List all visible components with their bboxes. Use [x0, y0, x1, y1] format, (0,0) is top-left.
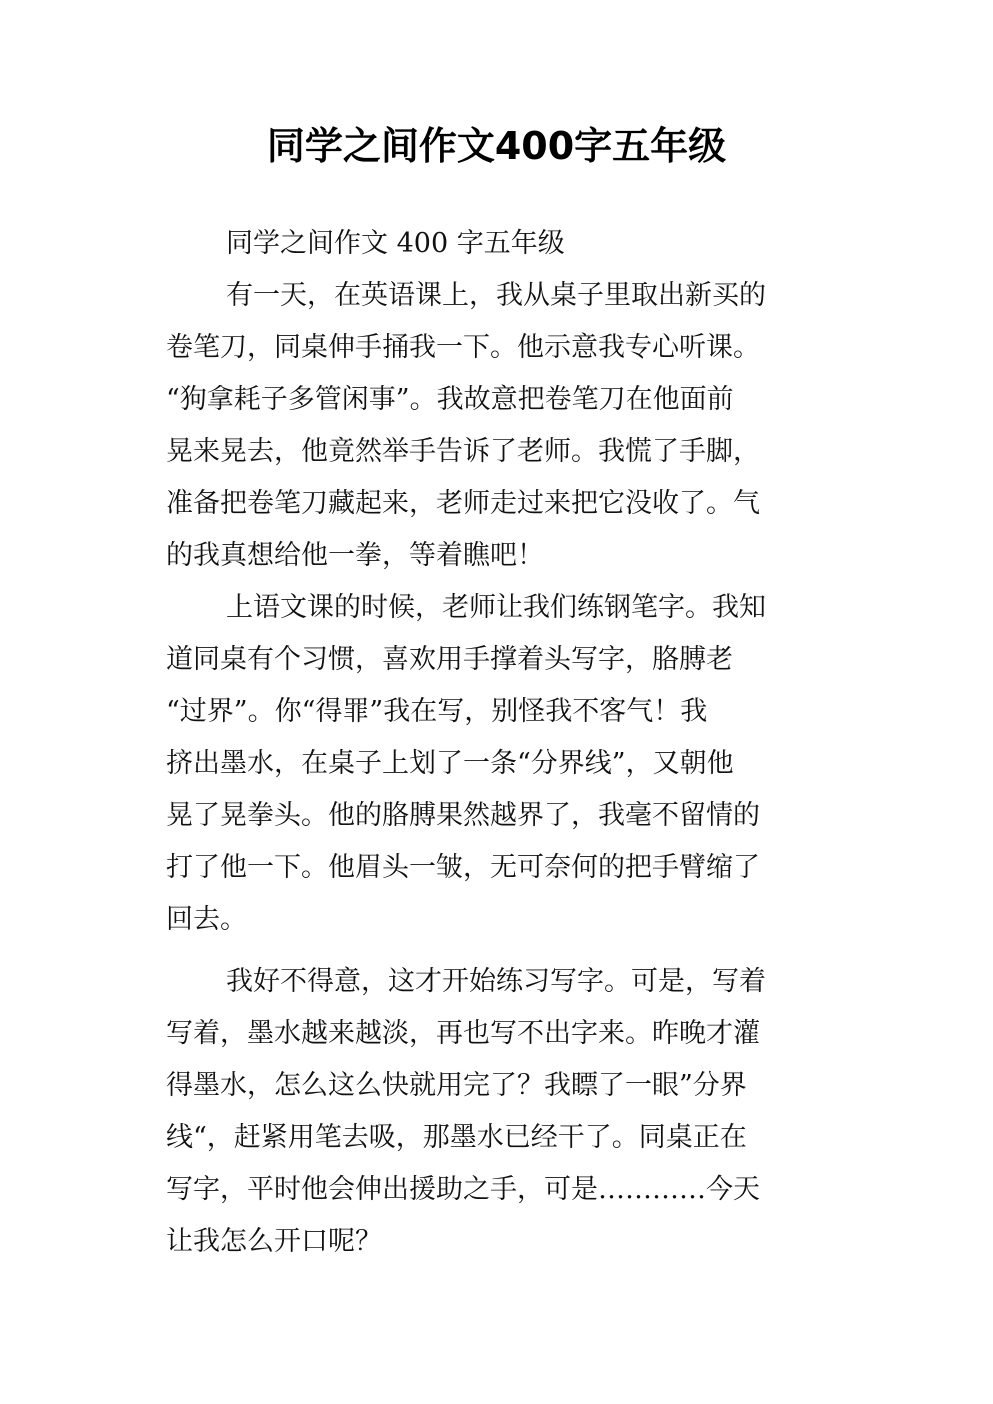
paragraph-line: 挤出墨水，在桌子上划了一条“分界线”，又朝他 — [166, 748, 734, 779]
paragraph-line: “狗拿耗子多管闲事”。我故意把卷笔刀在他面前 — [166, 384, 734, 415]
paragraph-line: 的我真想给他一拳，等着瞧吧！ — [166, 540, 544, 571]
paragraph-line: 上语文课的时候，老师让我们练钢笔字。我知 — [226, 592, 766, 623]
paragraph-line: 我好不得意，这才开始练习写字。可是，写着 — [226, 966, 766, 997]
paragraph-2 — [166, 582, 828, 946]
paragraph-line: 让我怎么开口呢？ — [166, 1226, 382, 1257]
paragraph-line: 道同桌有个习惯，喜欢用手撑着头写字，胳膊老 — [166, 644, 733, 675]
document-title: 同学之间作文400字五年级 — [266, 124, 727, 168]
paragraph-3 — [166, 956, 828, 1268]
paragraph-line: 写着，墨水越来越淡，再也写不出字来。昨晚才灌 — [166, 1018, 760, 1049]
paragraph-line: 打了他一下。他眉头一皱，无可奈何的把手臂缩了 — [166, 852, 760, 883]
paragraph-line: 有一天，在英语课上，我从桌子里取出新买的 — [226, 280, 766, 311]
document-subtitle: 同学之间作文 400 字五年级 — [226, 228, 565, 259]
paragraph-line: 卷笔刀，同桌伸手捅我一下。他示意我专心听课。 — [166, 332, 760, 363]
paragraph-line: 准备把卷笔刀藏起来，老师走过来把它没收了。气 — [166, 488, 760, 519]
paragraph-line: 写字，平时他会伸出援助之手，可是…………今天 — [166, 1174, 760, 1205]
paragraph-1 — [166, 270, 828, 582]
paragraph-line: 晃来晃去，他竟然举手告诉了老师。我慌了手脚， — [166, 436, 760, 467]
paragraph-line: 回去。 — [166, 904, 247, 935]
paragraph-line: “过界”。你“得罪”我在写，别怪我不客气！我 — [166, 696, 708, 727]
paragraph-line: 线“，赶紧用笔去吸，那墨水已经干了。同桌正在 — [166, 1122, 747, 1153]
paragraph-line: 得墨水，怎么这么快就用完了？我瞟了一眼”分界 — [166, 1070, 747, 1101]
document-body — [166, 218, 828, 1268]
paragraph-line: 晃了晃拳头。他的胳膊果然越界了，我毫不留情的 — [166, 800, 760, 831]
